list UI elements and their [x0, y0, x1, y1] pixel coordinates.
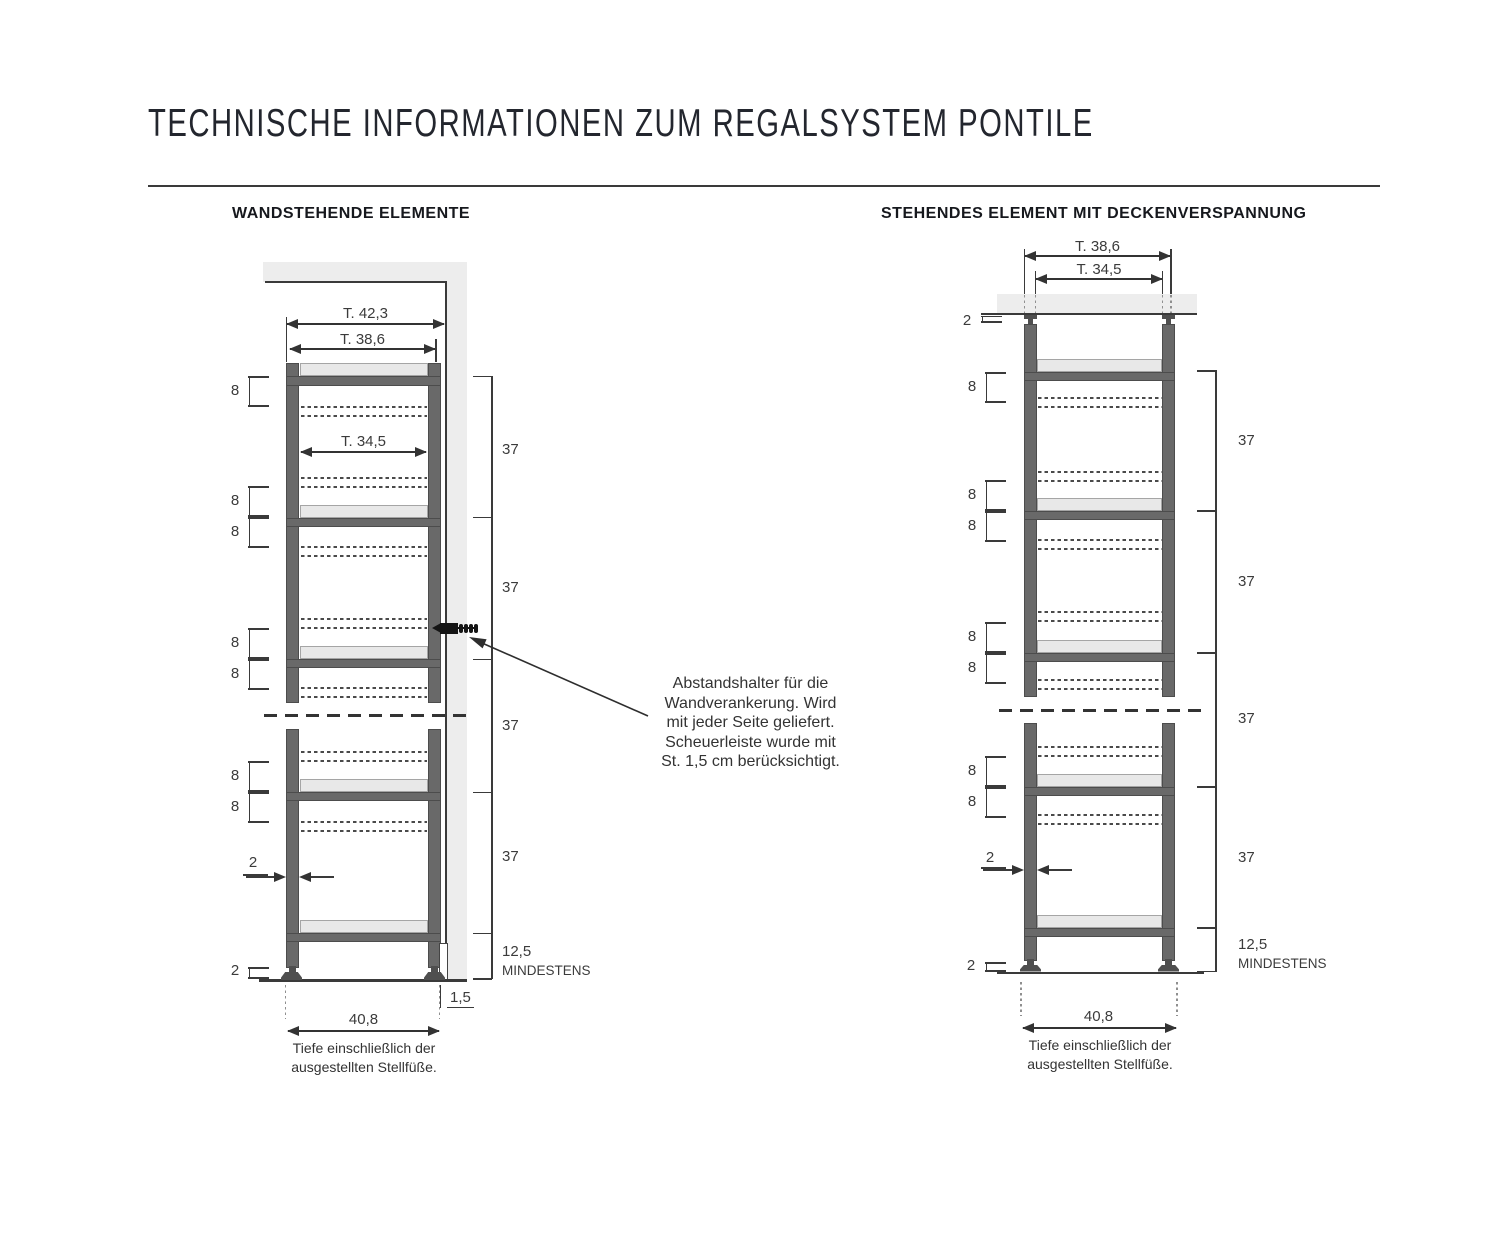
post-width-arrowhead — [1037, 865, 1049, 875]
mindestens-label: MINDESTENS — [502, 963, 591, 978]
dim-extension-line — [286, 317, 288, 362]
shelf-height-8-label: 8 — [967, 628, 977, 645]
feet-extension-dotted — [1176, 982, 1178, 1016]
depth-dim-38-6-label: T. 38,6 — [1074, 238, 1121, 255]
depth-dim-34-5 — [1035, 274, 1163, 284]
shelf-3-panel — [300, 646, 428, 659]
post-right-upper — [428, 363, 441, 703]
foot-height-2-label: 2 — [230, 962, 240, 979]
post-width-arrow-line — [311, 876, 334, 878]
anchor-screw-thread — [464, 624, 468, 633]
post-width-arrowhead — [1012, 865, 1024, 875]
shelf-height-8-label: 8 — [967, 517, 977, 534]
height-37-label: 37 — [502, 441, 519, 458]
foot-stem — [1027, 959, 1034, 965]
mindestens-label: MINDESTENS — [1238, 956, 1327, 971]
shelf-position-dashed-line — [301, 760, 427, 762]
shelf-5-frame — [286, 933, 441, 942]
ceiling-gap-2-bracket — [982, 316, 1006, 323]
shelf-height-8-label: 8 — [230, 492, 240, 509]
height-37-label: 37 — [502, 848, 519, 865]
anchor-note-line: Scheuerleiste wurde mit — [665, 733, 836, 751]
shelf-position-dashed-line — [1038, 548, 1162, 550]
dim-extension-line — [1035, 271, 1037, 294]
height-dim-tick — [1197, 927, 1216, 929]
foot-stem — [289, 966, 296, 973]
post-left-upper — [286, 363, 299, 703]
height-12-5-label: 12,5 — [1238, 936, 1268, 953]
shelf-position-dashed-line — [301, 687, 427, 689]
shelf-position-dashed-line — [301, 751, 427, 753]
shelf-position-dashed-line — [301, 696, 427, 698]
shelf-4-frame — [286, 792, 441, 801]
post-width-arrowhead — [274, 872, 286, 882]
anchor-note-line: Wandverankerung. Wird — [664, 694, 837, 712]
skirting-dim-line — [440, 985, 441, 1008]
shelf-1-frame — [1024, 372, 1175, 381]
shelf-height-8-label: 8 — [230, 665, 240, 682]
shelf-position-dashed-line — [1038, 814, 1162, 816]
height-dim-tick — [1197, 510, 1216, 512]
shelf-height-8-bracket — [249, 659, 271, 690]
dim-extension-dotted — [1024, 295, 1026, 313]
anchor-leader-arrow — [465, 633, 655, 725]
shelf-2-frame — [286, 518, 441, 527]
shelf-height-8-label: 8 — [967, 762, 977, 779]
shelf-position-dashed-line — [1038, 397, 1162, 399]
depth-dim-34-5 — [300, 447, 427, 457]
dim-extension-line — [1024, 249, 1026, 294]
shelf-3-frame — [1024, 653, 1175, 662]
shelf-height-8-bracket — [249, 486, 271, 517]
header-rule — [148, 185, 1380, 187]
shelf-height-8-label: 8 — [230, 767, 240, 784]
depth-dim-38-6-label: T. 38,6 — [339, 331, 386, 348]
post-right-lower — [1162, 723, 1175, 961]
shelf-height-8-bracket — [249, 761, 271, 792]
height-37-label: 37 — [502, 717, 519, 734]
anchor-note-line: St. 1,5 cm berücksichtigt. — [661, 753, 840, 770]
shelf-position-dashed-line — [1038, 679, 1162, 681]
shelf-position-dashed-line — [301, 627, 427, 629]
shelf-height-8-bracket — [986, 653, 1008, 684]
wall-section-top — [263, 262, 467, 282]
foot-base — [281, 972, 302, 980]
depth-caption — [1008, 1036, 1192, 1074]
depth-caption-line: Tiefe einschließlich der — [1028, 1037, 1172, 1053]
shelf-height-8-bracket — [986, 756, 1008, 787]
page-title: TECHNISCHE INFORMATIONEN ZUM REGALSYSTEM PONTILE — [148, 102, 1094, 145]
height-37-label: 37 — [502, 579, 519, 596]
height-37-label: 37 — [1238, 573, 1255, 590]
height-dim-tick — [1197, 370, 1216, 372]
depth-caption-line: ausgestellten Stellfüße. — [291, 1059, 437, 1075]
shelf-3-panel — [1037, 640, 1162, 653]
dim-extension-line — [1170, 249, 1172, 294]
shelf-position-dashed-line — [301, 406, 427, 408]
depth-caption-line: ausgestellten Stellfüße. — [1027, 1056, 1173, 1072]
dim-extension-line — [1162, 271, 1164, 294]
shelf-height-8-label: 8 — [967, 793, 977, 810]
ceiling-panel — [997, 294, 1197, 313]
shelf-position-dashed-line — [1038, 620, 1162, 622]
shelf-position-dashed-line — [301, 415, 427, 417]
depth-dim-42-3 — [286, 319, 445, 329]
shelf-2-panel — [1037, 498, 1162, 511]
shelf-4-panel — [300, 779, 428, 792]
shelf-height-8-bracket — [249, 517, 271, 548]
depth-dim-42-3-label: T. 42,3 — [342, 305, 389, 322]
post-width-2-underline — [243, 874, 268, 876]
depth-dim-38-6 — [1024, 251, 1171, 261]
anchor-body — [440, 623, 458, 634]
skirting-dim-1-5-label: 1,5 — [450, 989, 471, 1006]
shelf-position-dashed-line — [301, 477, 427, 479]
shelf-position-dashed-line — [301, 618, 427, 620]
shelf-height-8-bracket — [249, 628, 271, 659]
foot-height-2-label: 2 — [966, 957, 976, 974]
foot-base — [1158, 965, 1179, 972]
shelf-height-8-label: 8 — [967, 659, 977, 676]
depth-caption — [272, 1039, 456, 1077]
depth-dim-34-5-label: T. 34,5 — [340, 433, 387, 450]
shelf-position-dashed-line — [1038, 746, 1162, 748]
shelf-height-8-label: 8 — [967, 486, 977, 503]
left-diagram-heading: WANDSTEHENDE ELEMENTE — [232, 205, 471, 222]
shelf-height-8-label: 8 — [230, 634, 240, 651]
post-left-lower — [1024, 723, 1037, 961]
wall-section-side — [447, 262, 467, 981]
shelf-height-8-bracket — [986, 787, 1008, 818]
height-dim-tick — [1197, 652, 1216, 654]
post-width-2-label: 2 — [985, 849, 995, 866]
dim-extension-dotted — [1162, 295, 1164, 313]
height-dim-tick — [473, 792, 492, 794]
shelf-height-8-bracket — [986, 372, 1008, 403]
post-width-arrow-line — [1049, 869, 1072, 871]
shelf-position-dashed-line — [301, 546, 427, 548]
shelf-4-frame — [1024, 787, 1175, 796]
shelf-position-dashed-line — [301, 486, 427, 488]
post-width-arrowhead — [299, 872, 311, 882]
anchor-note-line: mit jeder Seite geliefert. — [666, 714, 835, 731]
shelf-height-8-bracket — [986, 622, 1008, 653]
break-line — [264, 714, 467, 717]
shelf-3-frame — [286, 659, 441, 668]
shelf-position-dashed-line — [1038, 688, 1162, 690]
height-dim-tick — [473, 517, 492, 519]
dim-extension-dotted — [1170, 295, 1172, 313]
foot-stem — [431, 966, 438, 973]
anchor-screw-thread — [474, 624, 478, 633]
shelf-position-dashed-line — [1038, 406, 1162, 408]
anchor-screw-thread — [469, 624, 473, 633]
height-37-label: 37 — [1238, 432, 1255, 449]
feet-extension-dotted — [285, 985, 287, 1019]
shelf-1-panel — [1037, 359, 1162, 372]
anchor-screw-thread — [459, 624, 463, 633]
shelf-5-panel — [1037, 915, 1162, 928]
shelf-position-dashed-line — [1038, 471, 1162, 473]
height-dim-line — [1215, 370, 1217, 972]
skirting-dim-underline — [447, 1007, 474, 1008]
height-dim-tick — [473, 376, 492, 378]
shelf-position-dashed-line — [1038, 755, 1162, 757]
right-diagram-heading: STEHENDES ELEMENT MIT DECKENVERSPANNUNG — [881, 205, 1307, 222]
height-37-label: 37 — [1238, 849, 1255, 866]
shelf-position-dashed-line — [301, 821, 427, 823]
foot-height-2-bracket — [986, 962, 1009, 972]
shelf-1-panel — [300, 363, 428, 376]
depth-dim-40-8-label: 40,8 — [1083, 1008, 1114, 1025]
shelf-height-8-bracket — [986, 480, 1008, 511]
post-width-arrow-line — [983, 869, 1012, 871]
depth-dim-40-8-label: 40,8 — [348, 1011, 379, 1028]
dim-extension-line — [435, 339, 437, 362]
foot-stem — [1165, 959, 1172, 965]
floor-line — [997, 972, 1204, 975]
height-37-label: 37 — [1238, 710, 1255, 727]
break-line — [999, 709, 1204, 712]
post-width-2-label: 2 — [248, 854, 258, 871]
wall-edge-horizontal — [265, 281, 447, 283]
shelf-5-frame — [1024, 928, 1175, 937]
post-width-arrow-line — [246, 876, 275, 878]
shelf-position-dashed-line — [301, 830, 427, 832]
depth-caption-line: Tiefe einschließlich der — [292, 1040, 436, 1056]
depth-dim-34-5-label: T. 34,5 — [1076, 261, 1122, 278]
depth-dim-40-8 — [1022, 1023, 1177, 1033]
foot-base — [1020, 965, 1041, 972]
shelf-2-frame — [1024, 511, 1175, 520]
depth-dim-40-8 — [287, 1026, 440, 1036]
shelf-height-8-label: 8 — [230, 523, 240, 540]
shelf-5-panel — [300, 920, 428, 933]
anchor-note-line: Abstandshalter für die — [672, 675, 829, 692]
shelf-position-dashed-line — [1038, 823, 1162, 825]
shelf-position-dashed-line — [1038, 611, 1162, 613]
height-dim-tick — [473, 978, 492, 980]
shelf-position-dashed-line — [1038, 539, 1162, 541]
shelf-height-8-label: 8 — [230, 382, 240, 399]
anchor-note — [648, 674, 853, 772]
shelf-height-8-label: 8 — [230, 798, 240, 815]
shelf-2-panel — [300, 505, 428, 518]
dim-extension-dotted — [1035, 295, 1037, 313]
height-12-5-label: 12,5 — [502, 943, 532, 960]
height-dim-tick — [1197, 971, 1216, 973]
shelf-1-frame — [286, 376, 441, 386]
shelf-position-dashed-line — [301, 555, 427, 557]
ceiling-gap-2-label: 2 — [962, 312, 972, 329]
foot-height-2-bracket — [249, 967, 272, 979]
shelf-height-8-bracket — [249, 792, 271, 823]
shelf-height-8-bracket — [249, 376, 271, 407]
height-dim-tick — [1197, 786, 1216, 788]
post-width-2-underline — [981, 867, 1006, 869]
shelf-height-8-bracket — [986, 511, 1008, 542]
depth-dim-38-6 — [289, 344, 436, 354]
shelf-height-8-label: 8 — [967, 378, 977, 395]
shelf-4-panel — [1037, 774, 1162, 787]
height-dim-tick — [473, 933, 492, 935]
shelf-position-dashed-line — [1038, 480, 1162, 482]
